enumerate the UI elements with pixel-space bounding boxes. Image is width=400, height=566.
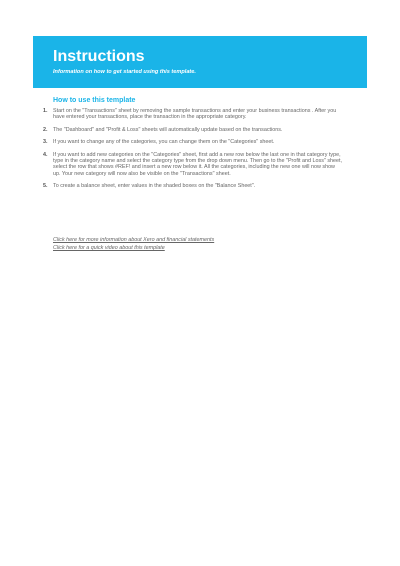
header-banner: [33, 36, 367, 88]
step-item: [43, 108, 343, 121]
page-title: Instructions: [53, 48, 145, 65]
step-item: [43, 127, 343, 133]
step-text: If you want to change any of the categories, you can change them on the "Categories" sheet.: [53, 139, 275, 146]
step-number: 4.: [43, 151, 48, 158]
step-item: [43, 183, 343, 189]
step-number: 5.: [43, 183, 48, 190]
step-text: If you want to add new categories on the "Categories" sheet, first add a new row below the last one in that category type, type in the category name and select the category type from the drop down menu. Then go to the "Profit and Loss" sheet, select the row that shows #REF! and insert a new row below it. All the categories, including the new one will now show up. Your new category will now also be visible on the "Transactions" sheet.: [53, 151, 343, 177]
step-text: Start on the "Transactions" sheet by removing the sample transactions and enter your business transactions . After you have entered your transactions, place the transaction in the appropriate category.: [53, 108, 337, 121]
step-text: To create a balance sheet, enter values in the shaded boxes on the "Balance Sheet".: [53, 183, 256, 190]
step-number: 2.: [43, 126, 48, 133]
video-link[interactable]: Click here for a quick video about this template: [53, 245, 165, 251]
step-item: [43, 139, 343, 145]
page-subtitle: Information on how to get started using this template.: [53, 69, 196, 75]
step-number: 1.: [43, 108, 48, 114]
links-block: [53, 236, 214, 252]
steps-list: [43, 108, 343, 196]
xero-info-link[interactable]: Click here for more information about Xero and financial statements: [53, 237, 215, 243]
step-text: The "Dashboard" and "Profit & Loss" sheets will automatically update based on the transactions.: [53, 126, 283, 133]
section-heading: How to use this template: [53, 97, 136, 104]
step-number: 3.: [43, 139, 48, 146]
step-item: [43, 152, 343, 178]
